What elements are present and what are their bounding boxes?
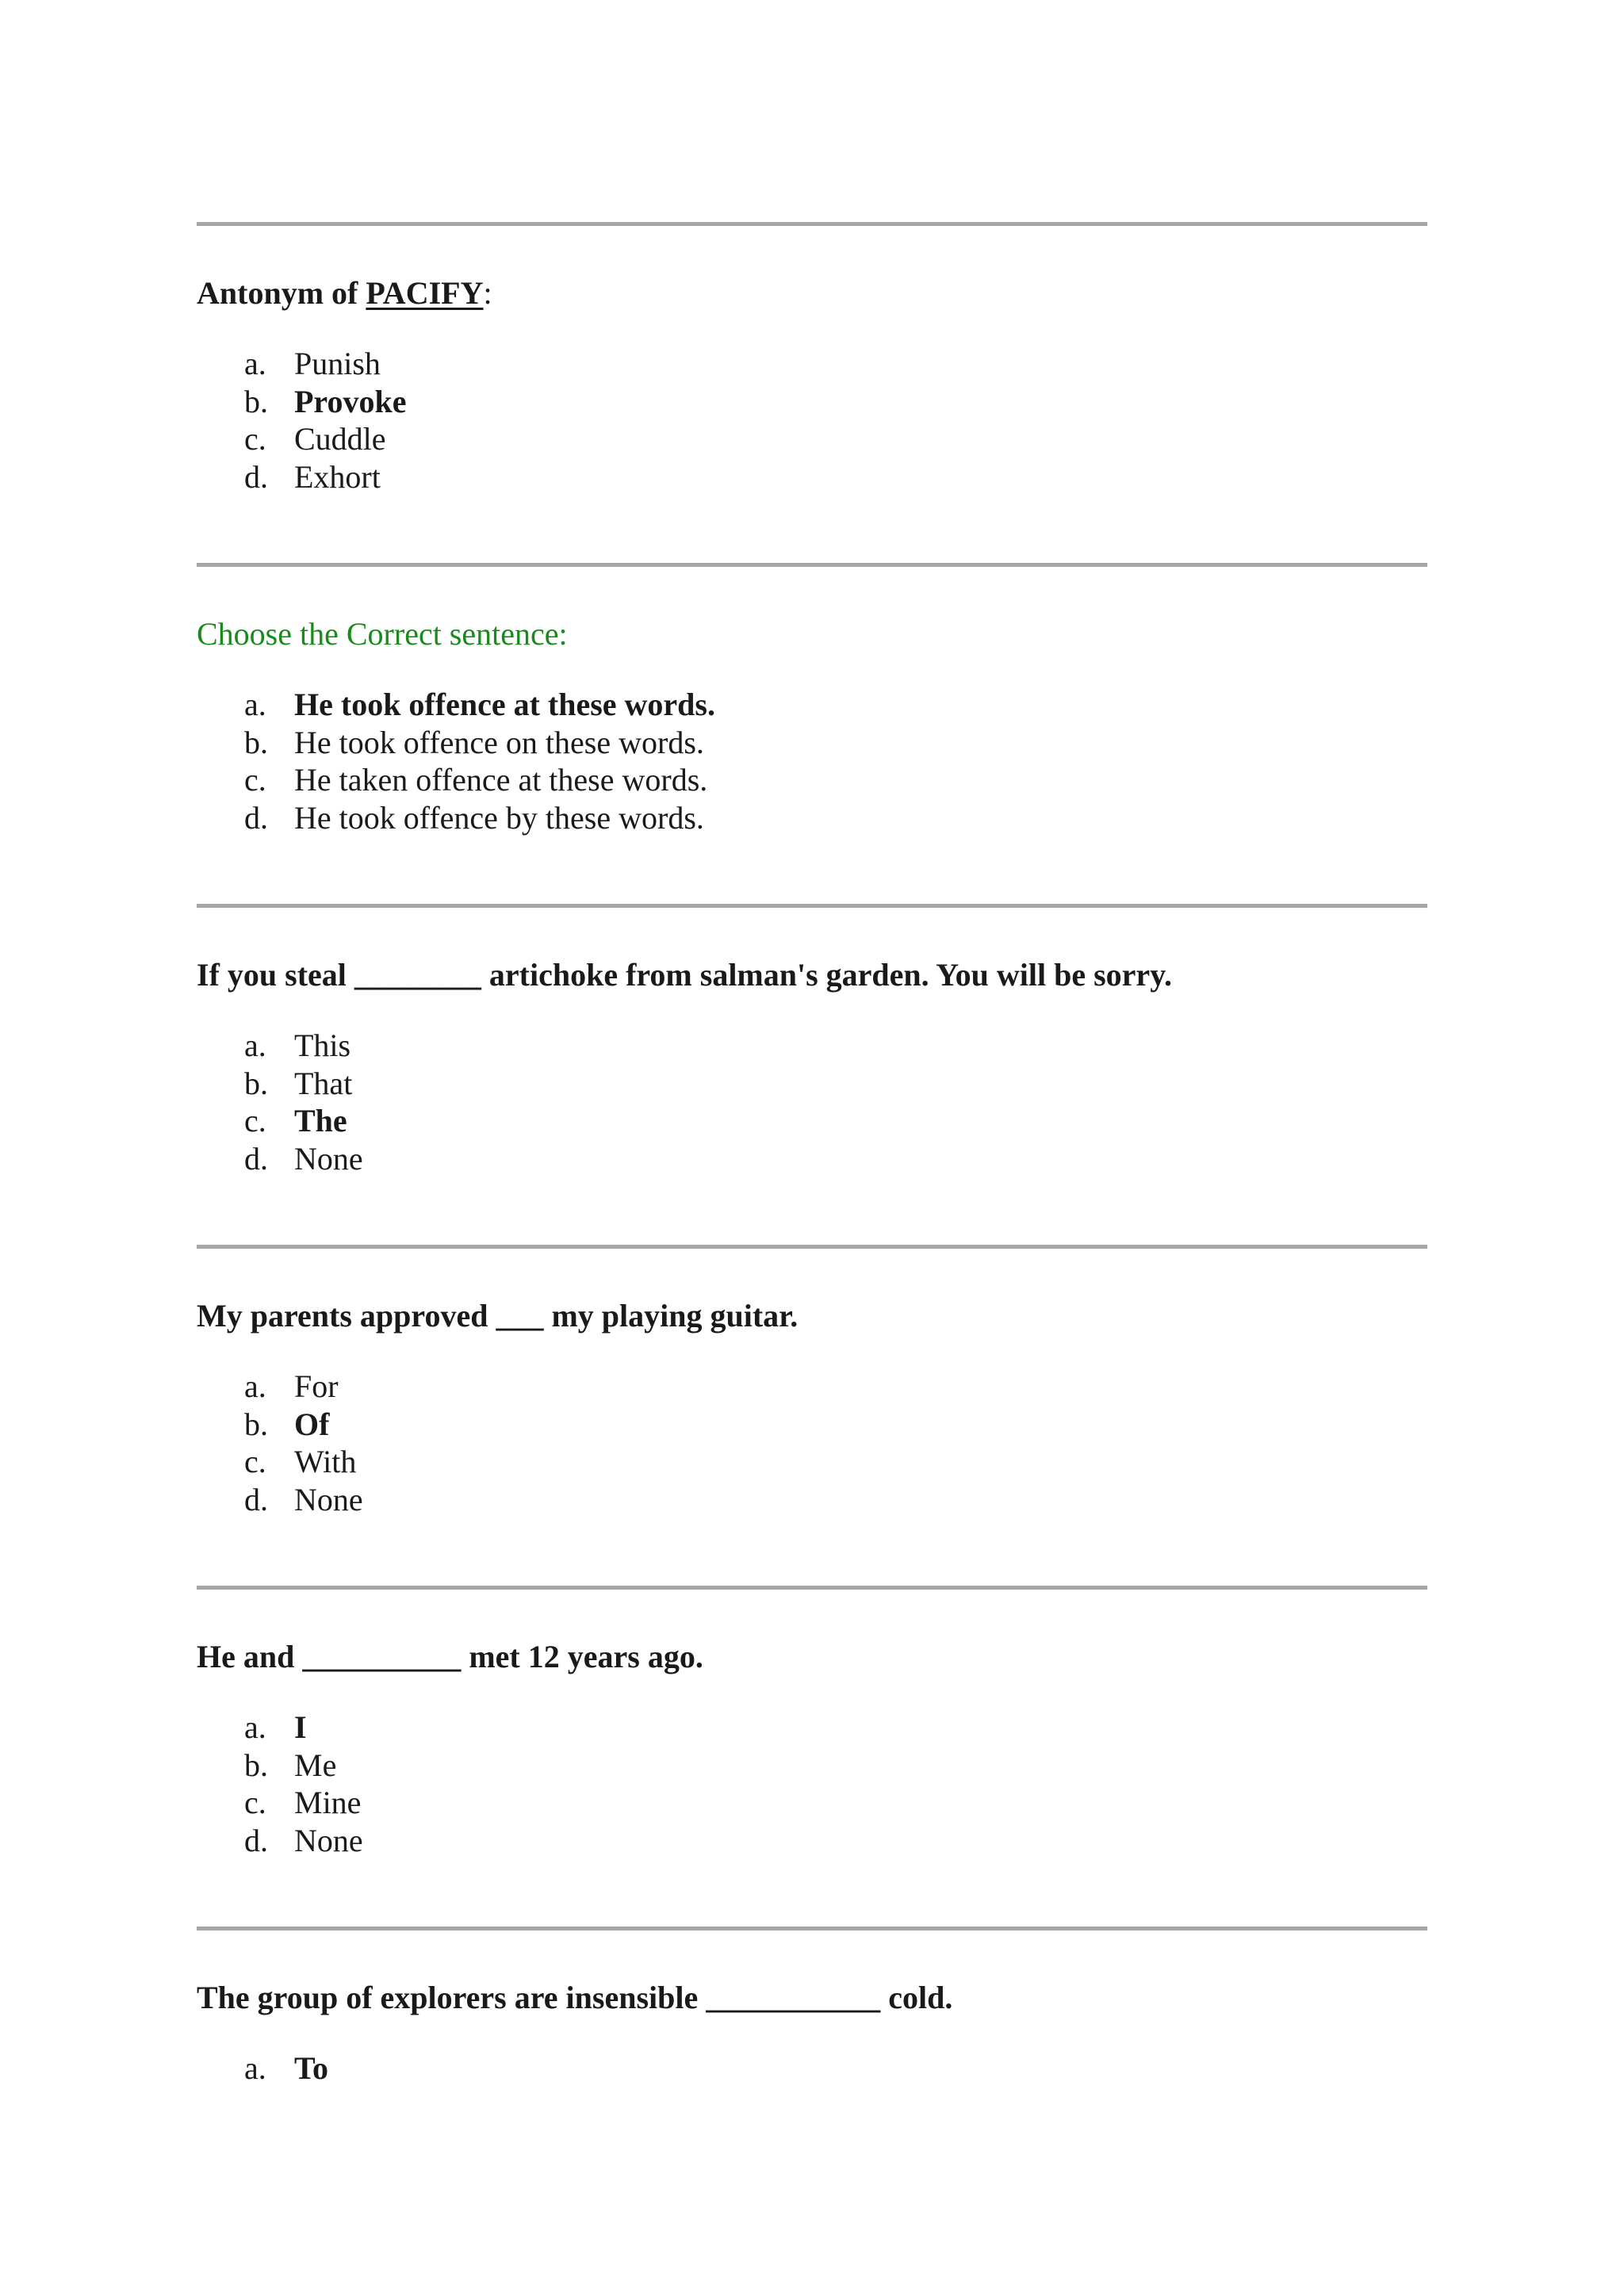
option-text-correct: Of bbox=[294, 1406, 330, 1442]
answer-option[interactable] bbox=[244, 383, 406, 421]
option-letter: c. bbox=[244, 421, 266, 457]
answer-options bbox=[244, 686, 715, 836]
option-letter: d. bbox=[244, 1481, 268, 1517]
option-letter: b. bbox=[244, 383, 268, 419]
option-text: He took offence by these words. bbox=[294, 799, 704, 836]
option-text: For bbox=[294, 1368, 339, 1404]
question-text bbox=[197, 274, 492, 313]
answer-option[interactable] bbox=[244, 1140, 363, 1178]
option-text: Mine bbox=[294, 1785, 362, 1820]
question-prefix: Antonym of bbox=[197, 275, 366, 311]
question-text: My parents approved ___ my playing guitar. bbox=[197, 1298, 799, 1334]
answer-option[interactable] bbox=[244, 1027, 363, 1065]
question-2 bbox=[197, 567, 1427, 904]
answer-option[interactable] bbox=[244, 799, 715, 837]
answer-options bbox=[244, 345, 406, 496]
option-letter: c. bbox=[244, 762, 266, 798]
option-text: This bbox=[294, 1027, 351, 1063]
option-letter: a. bbox=[244, 1027, 266, 1063]
option-text: He took offence on these words. bbox=[294, 724, 704, 760]
answer-option[interactable] bbox=[244, 1102, 363, 1140]
quiz-page bbox=[197, 222, 1427, 2267]
answer-option[interactable] bbox=[244, 761, 715, 799]
option-letter: b. bbox=[244, 724, 268, 760]
question-suffix: : bbox=[483, 275, 492, 311]
answer-option[interactable] bbox=[244, 1747, 363, 1785]
option-text-correct: Provoke bbox=[294, 383, 407, 419]
option-letter: b. bbox=[244, 1065, 268, 1101]
option-letter: b. bbox=[244, 1747, 268, 1783]
answer-options bbox=[244, 1027, 363, 1177]
question-text: Choose the Correct sentence: bbox=[197, 616, 568, 652]
option-text: With bbox=[294, 1444, 357, 1479]
option-text: None bbox=[294, 1822, 363, 1858]
option-text: None bbox=[294, 1140, 363, 1177]
answer-option[interactable] bbox=[244, 1784, 363, 1822]
option-text: None bbox=[294, 1481, 363, 1517]
option-text-correct: The bbox=[294, 1103, 347, 1138]
answer-option[interactable] bbox=[244, 345, 406, 383]
answer-option[interactable] bbox=[244, 1065, 363, 1103]
option-letter: b. bbox=[244, 1406, 268, 1442]
answer-option[interactable] bbox=[244, 686, 715, 724]
answer-option[interactable] bbox=[244, 1443, 363, 1481]
option-letter: d. bbox=[244, 458, 268, 495]
option-letter: d. bbox=[244, 799, 268, 836]
answer-option[interactable] bbox=[244, 2049, 328, 2087]
option-letter: c. bbox=[244, 1103, 266, 1138]
option-letter: c. bbox=[244, 1444, 266, 1479]
option-text: That bbox=[294, 1065, 353, 1101]
option-letter: d. bbox=[244, 1822, 268, 1858]
option-text-correct: To bbox=[294, 2050, 329, 2086]
answer-options bbox=[244, 2049, 328, 2087]
option-text: He taken offence at these words. bbox=[294, 762, 708, 798]
answer-option[interactable] bbox=[244, 1481, 363, 1519]
question-4 bbox=[197, 1249, 1427, 1586]
question-6 bbox=[197, 1931, 1427, 2267]
option-letter: c. bbox=[244, 1785, 266, 1820]
answer-option[interactable] bbox=[244, 724, 715, 762]
answer-option[interactable] bbox=[244, 1406, 363, 1444]
option-text: Me bbox=[294, 1747, 337, 1783]
answer-options bbox=[244, 1709, 363, 1859]
answer-option[interactable] bbox=[244, 1709, 363, 1747]
answer-option[interactable] bbox=[244, 1368, 363, 1406]
option-text-correct: I bbox=[294, 1709, 307, 1745]
option-text: Punish bbox=[294, 346, 381, 381]
answer-option[interactable] bbox=[244, 458, 406, 496]
option-letter: a. bbox=[244, 346, 266, 381]
question-keyword: PACIFY bbox=[366, 275, 484, 311]
option-text-correct: He took offence at these words. bbox=[294, 687, 715, 722]
option-letter: a. bbox=[244, 1709, 266, 1745]
question-text: If you steal ________ artichoke from salman's garden. You will be sorry. bbox=[197, 957, 1172, 993]
question-5 bbox=[197, 1590, 1427, 1927]
option-letter: d. bbox=[244, 1140, 268, 1177]
question-1 bbox=[197, 226, 1427, 563]
answer-option[interactable] bbox=[244, 1822, 363, 1860]
option-letter: a. bbox=[244, 687, 266, 722]
question-text: The group of explorers are insensible ___________ cold. bbox=[197, 1980, 953, 2015]
option-text: Cuddle bbox=[294, 421, 386, 457]
option-letter: a. bbox=[244, 2050, 266, 2086]
question-text: He and __________ met 12 years ago. bbox=[197, 1639, 703, 1674]
question-3 bbox=[197, 908, 1427, 1245]
option-text: Exhort bbox=[294, 458, 381, 495]
answer-options bbox=[244, 1368, 363, 1518]
option-letter: a. bbox=[244, 1368, 266, 1404]
answer-option[interactable] bbox=[244, 420, 406, 458]
